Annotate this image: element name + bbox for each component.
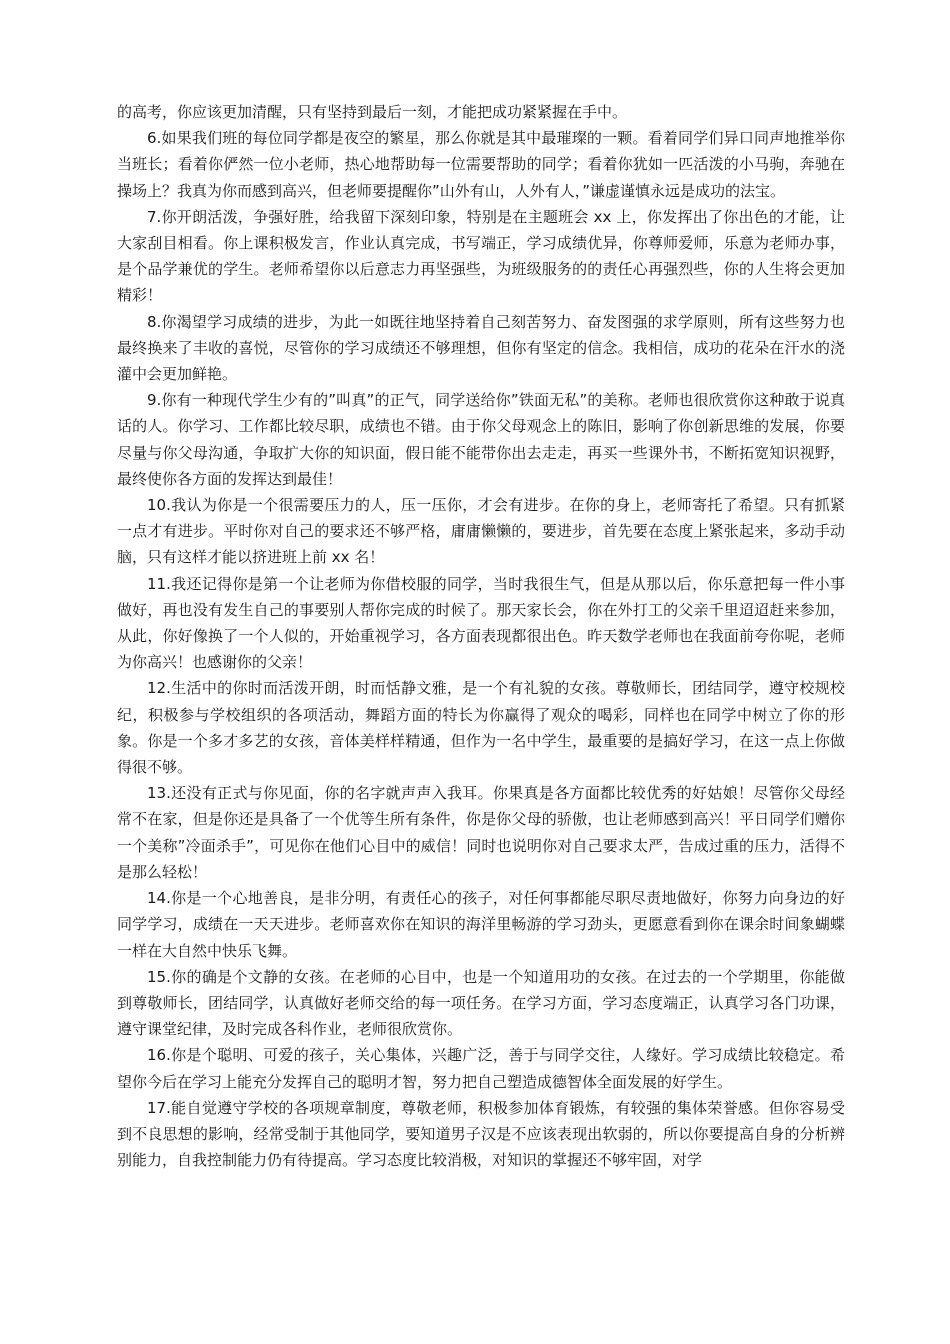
paragraph-9: 9.你有一种现代学生少有的”叫真”的正气，同学送给你”铁面无私”的美称。老师也很欣赏你这种敢于说真话的人。你学习、工作都比较尽职，成绩也不错。由于你父母观念上的陈旧，影响了你创新思维的发展，你要尽量与你父母沟通，争取扩大你的知识面，假日能不能带你出去走走，再买一些课外书，不断拓宽知识视野，最终使你各方面的发挥达到最佳！ — [117, 391, 845, 488]
paragraph-7: 7.你开朗活泼，争强好胜，给我留下深刻印象，特别是在主题班会 xx 上，你发挥出了你出色的才能，让大家刮目相看。你上课积极发言，作业认真完成，书写端正，学习成绩优异，你尊师爱师，乐意为老师办事，是个品学兼优的学生。老师希望你以后意志力再坚强些，为班级服务的的责任心再强烈些，你的人生将会更加精彩！ — [117, 207, 845, 305]
paragraph-13: 13.还没有正式与你见面，你的名字就声声入我耳。你果真是各方面都比较优秀的好姑娘！尽管你父母经常不在家，但是你还是具备了一个优等生所有条件，你是你父母的骄傲，也让老师感到高兴！平日同学们赠你一个美称”冷面杀手”，可见你在他们心目中的威信！同时也说明你对自己要求太严，告成过重的压力，活得不是那么轻松！ — [117, 784, 845, 881]
paragraph-11: 11.我还记得你是第一个让老师为你借校服的同学，当时我很生气，但是从那以后，你乐意把每一件小事做好，再也没有发生自己的事要别人帮你完成的时候了。那天家长会，你在外打工的父亲千里迢迢赶来参加，从此，你好像换了一个人似的，开始重视学习，各方面表现都很出色。昨天数学老师也在我面前夸你呢，老师为你高兴！也感谢你的父亲！ — [117, 574, 845, 672]
paragraph-14: 14.你是一个心地善良，是非分明，有责任心的孩子，对任何事都能尽职尽责地做好，你努力向身边的好同学学习，成绩在一天天进步。老师喜欢你在知识的海洋里畅游的学习劲头，更愿意看到你在课余时间象蝴蝶一样在大自然中快乐飞舞。 — [117, 889, 845, 960]
paragraph-continued: 的高考，你应该更加清醒，只有坚持到最后一刻，才能把成功紧紧握在手中。 — [117, 103, 628, 121]
paragraph-16: 16.你是个聪明、可爱的孩子，关心集体，兴趣广泛，善于与同学交往，人缘好。学习成绩比较稳定。希望你今后在学习上能充分发挥自己的聪明才智，努力把自己塑造成德智体全面发展的好学生。 — [117, 1046, 845, 1091]
paragraph-12: 12.生活中的你时而活泼开朗，时而恬静文雅，是一个有礼貌的女孩。尊敬师长，团结同学，遵守校规校纪，积极参与学校组织的各项活动，舞蹈方面的特长为你赢得了观众的喝彩，同样也在同学中树立了你的形象。你是一个多才多艺的女孩，音体美样样精通，但作为一名中学生，最重要的是搞好学习，在这一点上你做得很不够。 — [117, 679, 845, 777]
document-body — [117, 99, 845, 1173]
paragraph-15: 15.你的确是个文静的女孩。在老师的心目中，也是一个知道用功的女孩。在过去的一个学期里，你能做到尊敬师长，团结同学，认真做好老师交给的每一项任务。在学习方面，学习态度端正，认真学习各门功课，遵守课堂纪律，及时完成各科作业，老师很欣赏你。 — [117, 967, 845, 1039]
paragraph-10: 10.我认为你是一个很需要压力的人，压一压你，才会有进步。在你的身上，老师寄托了希望。只有抓紧一点才有进步。平时你对自己的要求还不够严格，庸庸懒懒的，要进步，首先要在态度上紧张起来，多动手动脑，只有这样才能以挤进班上前 xx 名！ — [117, 496, 845, 567]
paragraph-8: 8.你渴望学习成绩的进步，为此一如既往地坚持着自己刻苦努力、奋发图强的求学原则，所有这些努力也最终换来了丰收的喜悦，尽管你的学习成绩还不够理想，但你有坚定的信念。我相信，成功的花朵在汗水的浇灌中会更加鲜艳。 — [117, 312, 845, 384]
paragraph-6: 6.如果我们班的每位同学都是夜空的繁星，那么你就是其中最璀璨的一颗。看着同学们异口同声地推举你当班长；看着你俨然一位小老师，热心地帮助每一位需要帮助的同学；看着你犹如一匹活泼的小马驹，奔驰在操场上？我真为你而感到高兴，但老师要提醒你”山外有山，人外有人，”谦虚谨慎永远是成功的法宝。 — [117, 129, 845, 200]
paragraph-17: 17.能自觉遵守学校的各项规章制度，尊敬老师，积极参加体育锻炼，有较强的集体荣誉感。但你容易受到不良思想的影响，经常受制于其他同学，要知道男子汉是不应该表现出软弱的，所以你要提高自身的分析辨别能力，自我控制能力仍有待提高。学习态度比较消极，对知识的掌握还不够牢固，对学 — [117, 1098, 845, 1170]
